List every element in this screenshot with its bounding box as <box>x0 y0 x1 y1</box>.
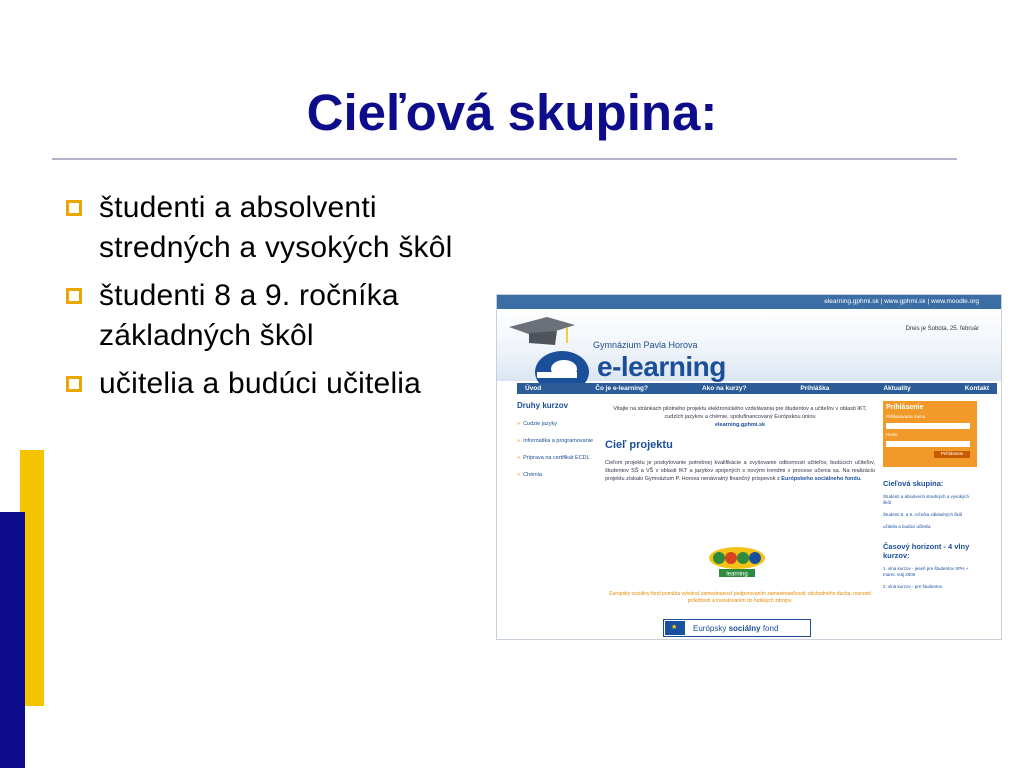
site-nav <box>517 383 997 394</box>
eu-flag-icon <box>665 621 685 635</box>
target-item: Študenti a absolventi stredných a vysokých škôl <box>883 494 970 505</box>
target-item: učitelia a budúci učitelia <box>883 524 931 529</box>
goal-title: Cieľ projektu <box>605 439 673 451</box>
course-types <box>517 401 597 488</box>
esf-banner <box>663 619 811 637</box>
esf-label-end: fond <box>760 623 779 633</box>
equal-logo-icon <box>705 545 769 579</box>
password-input[interactable] <box>886 441 970 447</box>
bullet-item <box>62 188 502 268</box>
esf-label: Európsky <box>693 623 729 633</box>
password-label: Heslo <box>886 432 898 437</box>
top-links: elearning.gphmi.sk | www.gphmi.sk | www.moodle.org <box>824 298 979 305</box>
logo-text: e-learning <box>597 351 726 382</box>
bullet-text: študenti a absolventi stredných a vysokých škôl <box>99 191 453 264</box>
decor-bar-blue <box>0 512 25 768</box>
login-field-label: Prihlasovacie meno <box>886 414 926 419</box>
login-button[interactable]: Prihlásenie <box>934 451 970 458</box>
goal-text: Cieľom projektu je poskytovanie potrebnej kvalifikácie a zvyšovanie odbornosti učiteľov, budúcich učiteľov, študentov SŠ a VŠ v oblasti IKT a jazykov spojených s novými trendmi v procese učenia sa. Na realizáciu projektu získalo Gymnázium P. Horova nenávratný finančný príspevok z Európskeho sociálneho fondu. <box>605 460 875 482</box>
target-group-title: Cieľová skupina: <box>883 479 944 488</box>
nav-item[interactable]: Aktuality <box>883 385 911 392</box>
course-link[interactable]: » Cudzie jazyky <box>517 420 597 428</box>
login-box <box>883 401 977 467</box>
esf-label-bold: sociálny <box>728 623 761 633</box>
screenshot-header <box>497 309 1001 381</box>
intro-link[interactable]: elearning.gphmi.sk <box>714 422 766 428</box>
main-content <box>605 405 875 483</box>
timeline-item: 1. vlna kurzov - jeseň pre študentov SPH + marec máj 2006 <box>883 566 969 577</box>
course-link[interactable]: » Príprava na certifikát ECDL <box>517 454 597 462</box>
bullet-item <box>62 364 502 404</box>
nav-item[interactable]: Príhláška <box>800 385 830 392</box>
slide-title: Cieľová skupina: <box>306 84 718 141</box>
square-bullet-icon <box>66 376 82 392</box>
esf-link[interactable]: Európskeho sociálneho fondu. <box>781 476 862 482</box>
login-title: Prihlásenie <box>886 404 924 411</box>
square-bullet-icon <box>66 288 82 304</box>
bullet-text: učitelia a budúci učitelia <box>99 367 422 400</box>
bullet-item <box>62 276 502 356</box>
username-input[interactable] <box>886 423 970 429</box>
bullet-text: študenti 8 a 9. ročníka základných škôl <box>99 279 399 352</box>
equal-logo-text: learning <box>726 571 748 578</box>
timeline-item: 2. vlna kurzov - pre študentov <box>883 584 943 589</box>
title-divider <box>52 158 957 160</box>
square-bullet-icon <box>66 200 82 216</box>
website-screenshot <box>496 294 1002 640</box>
target-item: Študenti 8. a 9. ročníka základných škôl <box>883 512 963 517</box>
timeline-title: Časový horizont - 4 vlny kurzov: <box>883 542 970 560</box>
course-types-title: Druhy kurzov <box>517 401 569 410</box>
course-link[interactable]: » Chémia <box>517 471 597 479</box>
nav-item[interactable]: Ako na kurzy? <box>701 385 747 392</box>
right-sidebar <box>883 401 977 596</box>
intro-text: Vitajte na stránkach pilotného projektu elektronického vzdelávania pre študentov a učiteľov v oblasti IKT, cudzích jazykov a chémie, spolufinancovaný Európskou úniou elearning.gphmi.sk <box>613 406 867 428</box>
nav-item[interactable]: Čo je e-learning? <box>595 385 648 392</box>
course-link[interactable]: » Informatika a programovanie <box>517 437 597 445</box>
school-name: Gymnázium Pavla Horova <box>593 340 698 350</box>
date-label: Dnes je Sobota, 25. február <box>905 326 979 332</box>
screenshot-top-bar <box>497 295 1001 309</box>
bullet-list <box>62 188 502 412</box>
esf-note: Európsky sociálny fond pomáha vytvárať zamestnanosť podporovaním zamestnateľnosti, obchodného ducha, rovnosti príležitostí a investovaním do ľudských zdrojov. <box>609 591 871 604</box>
nav-item[interactable]: Kontakt <box>964 385 989 392</box>
nav-item[interactable]: Úvod <box>525 385 542 392</box>
